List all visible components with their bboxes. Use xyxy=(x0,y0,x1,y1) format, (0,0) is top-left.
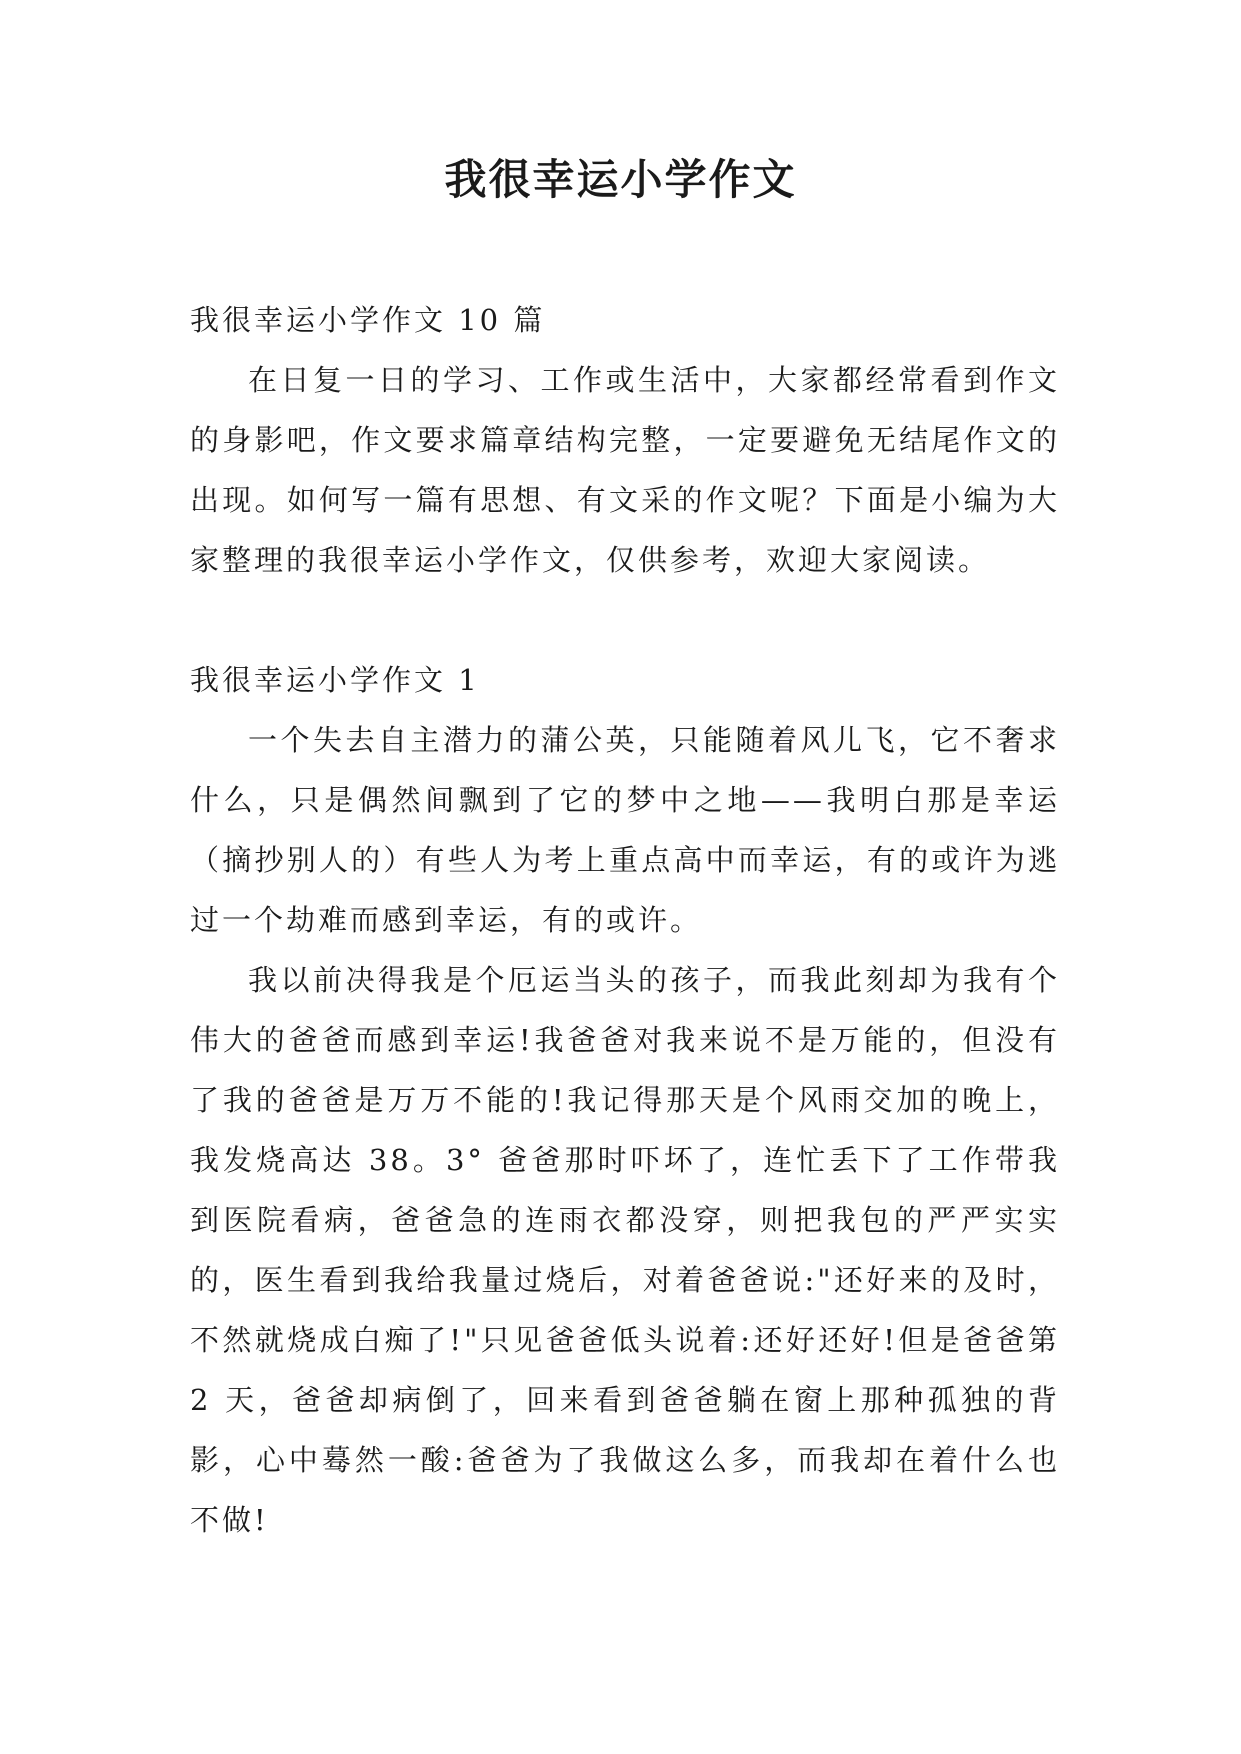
intro-paragraph: 在日复一日的学习、工作或生活中，大家都经常看到作文的身影吧，作文要求篇章结构完整，一定要避免无结尾作文的出现。如何写一篇有思想、有文采的作文呢？下面是小编为大家整理的我很幸运小学作文，仅供参考，欢迎大家阅读。 xyxy=(190,363,1060,577)
document-body xyxy=(190,290,1060,1550)
section-spacer xyxy=(190,590,1060,650)
section-heading: 我很幸运小学作文 1 xyxy=(190,663,480,697)
page-title: 我很幸运小学作文 xyxy=(444,155,797,204)
body-paragraph: 一个失去自主潜力的蒲公英，只能随着风儿飞，它不奢求什么，只是偶然间飘到了它的梦中之地——我明白那是幸运（摘抄别人的）有些人为考上重点高中而幸运，有的或许为逃过一个劫难而感到幸运，有的或许。 xyxy=(190,723,1060,937)
body-paragraph: 我以前决得我是个厄运当头的孩子，而我此刻却为我有个伟大的爸爸而感到幸运!我爸爸对我来说不是万能的，但没有了我的爸爸是万万不能的!我记得那天是个风雨交加的晚上，我发烧高达 38。3° 爸爸那时吓坏了，连忙丢下了工作带我到医院看病，爸爸急的连雨衣都没穿，则把我包的严严实实的，医生看到我给我量过烧后，对着爸爸说:"还好来的及时，不然就烧成白痴了!"只见爸爸低头说着:还好还好!但是爸爸第 2 天，爸爸却病倒了，回来看到爸爸躺在窗上那种孤独的背影，心中蓦然一酸:爸爸为了我做这么多，而我却在着什么也不做! xyxy=(190,963,1060,1537)
document-subtitle: 我很幸运小学作文 10 篇 xyxy=(190,303,546,337)
